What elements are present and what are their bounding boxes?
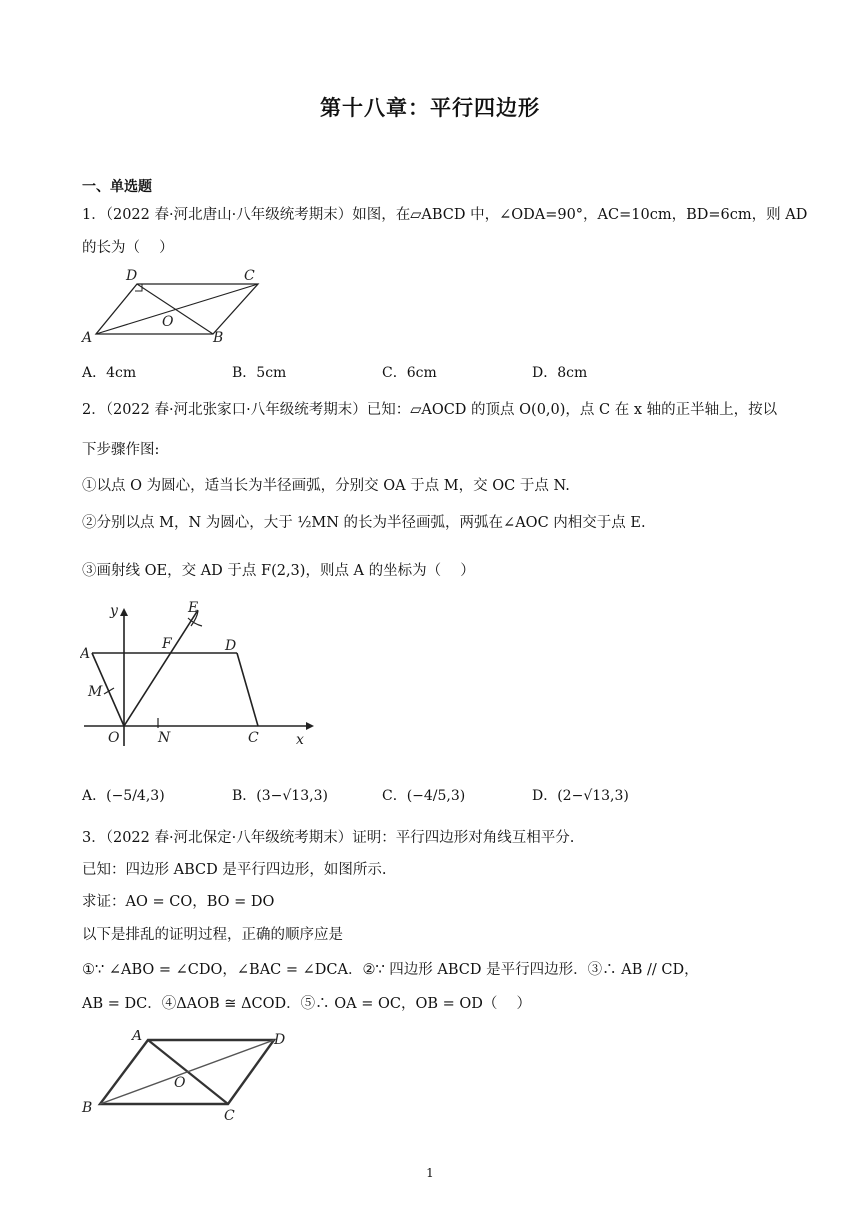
q2-step-1: ①以点 O 为圆心，适当长为半径画弧，分别交 OA 于点 M，交 OC 于点 N. xyxy=(82,478,570,494)
q2-label-m: M xyxy=(88,684,103,700)
q2-y-axis-arrow xyxy=(120,608,128,616)
q1-stem-line2: 的长为（ ） xyxy=(82,240,174,256)
q2-stem-line1: 2．（2022 春·河北张家口·八年级统考期末）已知：▱AOCD 的顶点 O(0,0)，点 C 在 x 轴的正半轴上，按以 xyxy=(82,402,778,418)
q2-step-3: ③画射线 OE，交 AD 于点 F(2,3)，则点 A 的坐标为（ ） xyxy=(82,563,475,579)
q3-stem-line3: 求证：AO = CO，BO = DO xyxy=(82,894,275,910)
page-title: 第十八章：平行四边形 xyxy=(320,96,540,120)
q3-stem-line4: 以下是排乱的证明过程，正确的顺序应是 xyxy=(82,927,343,943)
q2-label-x: x xyxy=(296,732,304,748)
q1-option-d: D．8cm xyxy=(532,365,588,381)
q2-option-b: B．(3−√13,3) xyxy=(232,788,328,804)
q2-label-y: y xyxy=(110,603,118,619)
q1-label-b: B xyxy=(213,330,224,346)
q3-parallelogram-figure xyxy=(78,1030,298,1120)
q2-coordinate-figure xyxy=(80,596,320,752)
q2-label-n: N xyxy=(158,730,171,746)
q1-diagonal-bd xyxy=(137,284,213,334)
q1-stem-line1: 1．（2022 春·河北唐山·八年级统考期末）如图，在▱ABCD 中，∠ODA=90°，AC=10cm，BD=6cm，则 AD xyxy=(82,207,808,223)
q1-label-d: D xyxy=(126,268,138,284)
section-heading: 一、单选题 xyxy=(82,179,152,195)
q3-label-o: O xyxy=(174,1075,186,1091)
q2-label-c: C xyxy=(248,730,259,746)
q1-option-b: B．5cm xyxy=(232,365,287,381)
q2-label-a: A xyxy=(80,646,91,662)
q2-label-f: F xyxy=(162,636,172,652)
q2-ray-oe xyxy=(124,610,198,726)
q1-parallelogram-figure xyxy=(80,266,270,346)
q2-segment-dc xyxy=(237,653,258,726)
q3-stem-line2: 已知：四边形 ABCD 是平行四边形，如图所示. xyxy=(82,862,387,878)
q3-label-a: A xyxy=(132,1030,143,1044)
q3-label-d: D xyxy=(274,1032,286,1048)
q1-option-a: A．4cm xyxy=(82,365,137,381)
q3-label-b: B xyxy=(82,1100,93,1116)
q2-step-2: ②分别以点 M，N 为圆心，大于 ½MN 的长为半径画弧，两弧在∠AOC 内相交于点 E. xyxy=(82,515,646,531)
q3-stem-line1: 3．（2022 春·河北保定·八年级统考期末）证明：平行四边形对角线互相平分. xyxy=(82,830,575,846)
q2-option-d: D．(2−√13,3) xyxy=(532,788,629,804)
q1-diagonal-ac xyxy=(96,284,258,334)
q1-label-c: C xyxy=(244,268,255,284)
q1-label-a: A xyxy=(82,330,93,346)
q2-label-e: E xyxy=(188,600,199,616)
q3-diagonal-bd xyxy=(100,1040,274,1104)
q2-label-d: D xyxy=(225,638,237,654)
q3-stem-line5: ①∵ ∠ABO = ∠CDO，∠BAC = ∠DCA．②∵ 四边形 ABCD 是平行四边形．③∴ AB // CD， xyxy=(82,962,699,978)
q3-stem-line6: AB = DC．④ΔAOB ≅ ΔCOD．⑤∴ OA = OC，OB = OD（ ） xyxy=(82,996,531,1012)
q2-option-c: C．(−4/5,3) xyxy=(382,788,466,804)
q1-label-o: O xyxy=(162,314,174,330)
q1-option-c: C．6cm xyxy=(382,365,437,381)
page-number: 1 xyxy=(426,1166,434,1180)
q3-label-c: C xyxy=(224,1108,235,1120)
q2-option-a: A．(−5/4,3) xyxy=(82,788,165,804)
q2-stem-line2: 下步骤作图: xyxy=(82,442,160,458)
q2-label-o: O xyxy=(108,730,120,746)
q2-x-axis-arrow xyxy=(306,722,314,730)
